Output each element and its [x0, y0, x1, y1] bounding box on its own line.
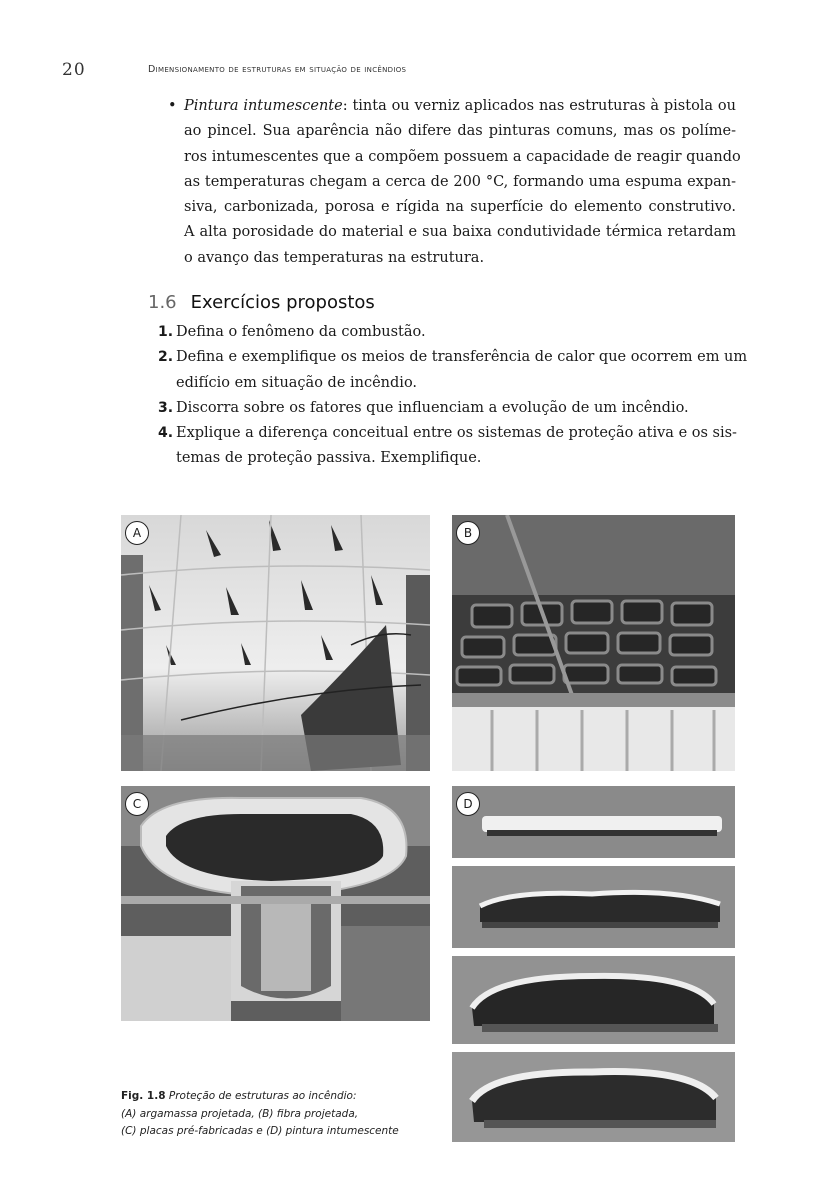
section-title: Exercícios propostos [190, 292, 375, 313]
bullet-line [168, 94, 736, 119]
exercise-number: 2. [158, 349, 174, 366]
bullet-dot-icon: • [168, 98, 177, 114]
list-item [158, 320, 736, 345]
caption-line [121, 1088, 441, 1106]
panel-label-d: D [456, 792, 480, 816]
figure-caption [121, 1088, 441, 1141]
bullet-line-text: : tinta ou verniz aplicados nas estruturas à pistola ou [342, 98, 737, 114]
bullet-line: ao pincel. Sua aparência não difere das pinturas comuns, mas os políme- [184, 123, 736, 140]
caption-label: Fig. 1.8 [121, 1090, 166, 1102]
exercise-text: Explique a diferença conceitual entre os sistemas de proteção ativa e os sis- [176, 425, 737, 442]
running-head: Dimensionamento de estruturas em situação de incêndios [148, 64, 407, 75]
list-item [158, 396, 736, 421]
exercise-text: Discorra sobre os fatores que influenciam a evolução de um incêndio. [176, 399, 689, 416]
photo-d-intumescent-paint [452, 786, 735, 1142]
panel-label-c: C [125, 792, 149, 816]
section-heading [148, 292, 375, 313]
exercise-list [158, 320, 748, 472]
list-item [158, 345, 748, 396]
exercise-text: edifício em situação de incêndio. [176, 374, 418, 391]
bullet-term: Pintura intumescente [184, 98, 343, 114]
exercise-text: temas de proteção passiva. Exemplifique. [176, 450, 482, 467]
exercise-number: 4. [158, 425, 174, 442]
bullet-line: A alta porosidade do material e sua baixa condutividade térmica retardam [184, 224, 736, 241]
list-item [158, 421, 736, 472]
caption-line: (A) argamassa projetada, (B) fibra projetada, [121, 1107, 359, 1120]
bullet-line: o avanço das temperaturas na estrutura. [184, 249, 485, 266]
exercise-text: Defina o fenômeno da combustão. [176, 324, 426, 340]
photo-b-sprayed-fiber [452, 515, 735, 771]
bullet-line: ros intumescentes que a compõem possuem a capacidade de reagir quando [184, 148, 741, 165]
exercise-number: 1. [158, 324, 174, 340]
caption-text: Proteção de estruturas ao incêndio: [168, 1090, 357, 1102]
bullet-paragraph [168, 94, 741, 271]
panel-label-a: A [125, 521, 149, 545]
panel-label-b: B [456, 521, 480, 545]
photo-a-sprayed-mortar [121, 515, 430, 771]
photo-c-prefabricated-boards [121, 786, 430, 1021]
caption-line: (C) placas pré-fabricadas e (D) pintura intumescente [121, 1125, 399, 1137]
bullet-line: siva, carbonizada, porosa e rígida na superfície do elemento construtivo. [184, 199, 736, 216]
page-number: 20 [62, 60, 86, 80]
section-number: 1.6 [148, 292, 177, 313]
exercise-text: Defina e exemplifique os meios de transferência de calor que ocorrem em um [176, 349, 748, 366]
exercise-number: 3. [158, 399, 174, 416]
bullet-line: as temperaturas chegam a cerca de 200 °C, formando uma espuma expan- [184, 173, 736, 190]
